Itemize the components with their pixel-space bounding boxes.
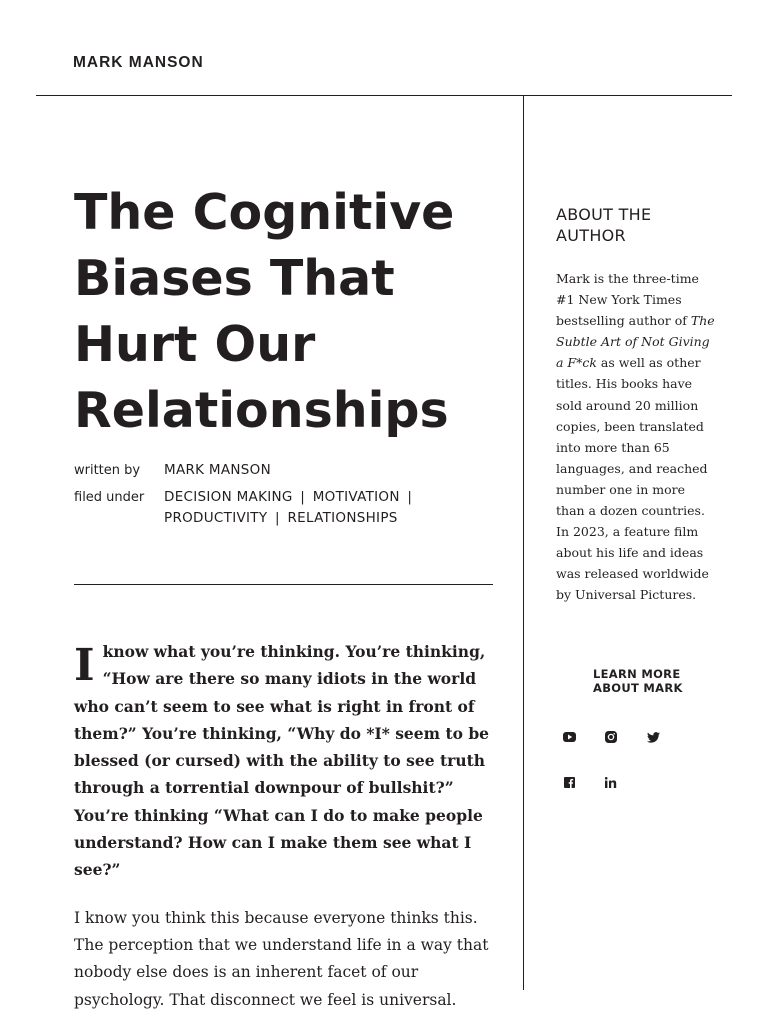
category-separator: |: [274, 510, 280, 526]
author-bio-text-cont: as well as other titles. His books have sold around 20 million copies, been translated into more than 65 languages, and reached number one in more than a dozen countries. In 2023, a feature film about his life and ideas was released worldwide by Universal Pictures.: [556, 355, 709, 603]
about-author-heading: ABOUT THE AUTHOR: [556, 205, 652, 245]
category-separator: |: [300, 489, 306, 505]
filed-under-label: filed under: [74, 490, 145, 505]
article-meta: [74, 460, 504, 535]
lead-paragraph: [74, 638, 494, 884]
linkedin-icon[interactable]: [602, 773, 620, 791]
twitter-icon[interactable]: [644, 728, 662, 746]
article-body: [74, 638, 494, 1014]
lead-paragraph-text: know what you’re thinking. You’re thinking, “How are there so many idiots in the world who can’t seem to see what is right in front of them?” You’re thinking, “Why do *I* seem to be blessed (or cursed) with the ability to see truth through a torrential downpour of bullshit?” You’re thinking “What can I do to make people understand? How can I make them see what I see?”: [74, 642, 490, 880]
meta-divider: [74, 584, 493, 585]
category-link-motivation[interactable]: MOTIVATION: [312, 489, 400, 505]
author-bio-text: Mark is the three-time #1 New York Times bestselling author of: [556, 271, 699, 329]
drop-cap: I: [74, 640, 95, 691]
author-bio: [556, 268, 716, 606]
facebook-icon[interactable]: [560, 773, 578, 791]
category-link-productivity[interactable]: PRODUCTIVITY: [164, 510, 268, 526]
learn-more-link[interactable]: LEARN MORE ABOUT MARK: [593, 667, 683, 695]
youtube-icon[interactable]: [560, 728, 578, 746]
category-link-relationships[interactable]: RELATIONSHIPS: [287, 510, 398, 526]
site-brand-link[interactable]: MARK MANSON: [73, 54, 204, 71]
written-by-label: written by: [74, 463, 141, 478]
about-author-sidebar: [556, 204, 716, 606]
author-link[interactable]: MARK MANSON: [164, 462, 271, 478]
meta-categories-row: [74, 487, 504, 529]
book-title: The Subtle Art of Not Giving a F*ck: [556, 313, 715, 371]
header-divider: [36, 95, 732, 96]
meta-author-row: [74, 460, 504, 481]
article-title: The Cognitive Biases That Hurt Our Relationships: [74, 184, 455, 439]
column-divider: [523, 96, 524, 990]
body-paragraph: I know you think this because everyone thinks this. The perception that we understand life in a way that nobody else does is an inherent facet of our psychology. That disconnect we feel is universal.: [74, 908, 489, 1009]
category-separator: |: [407, 489, 413, 505]
instagram-icon[interactable]: [602, 728, 620, 746]
category-link-decision-making[interactable]: DECISION MAKING: [164, 489, 293, 505]
category-list: [164, 487, 415, 529]
